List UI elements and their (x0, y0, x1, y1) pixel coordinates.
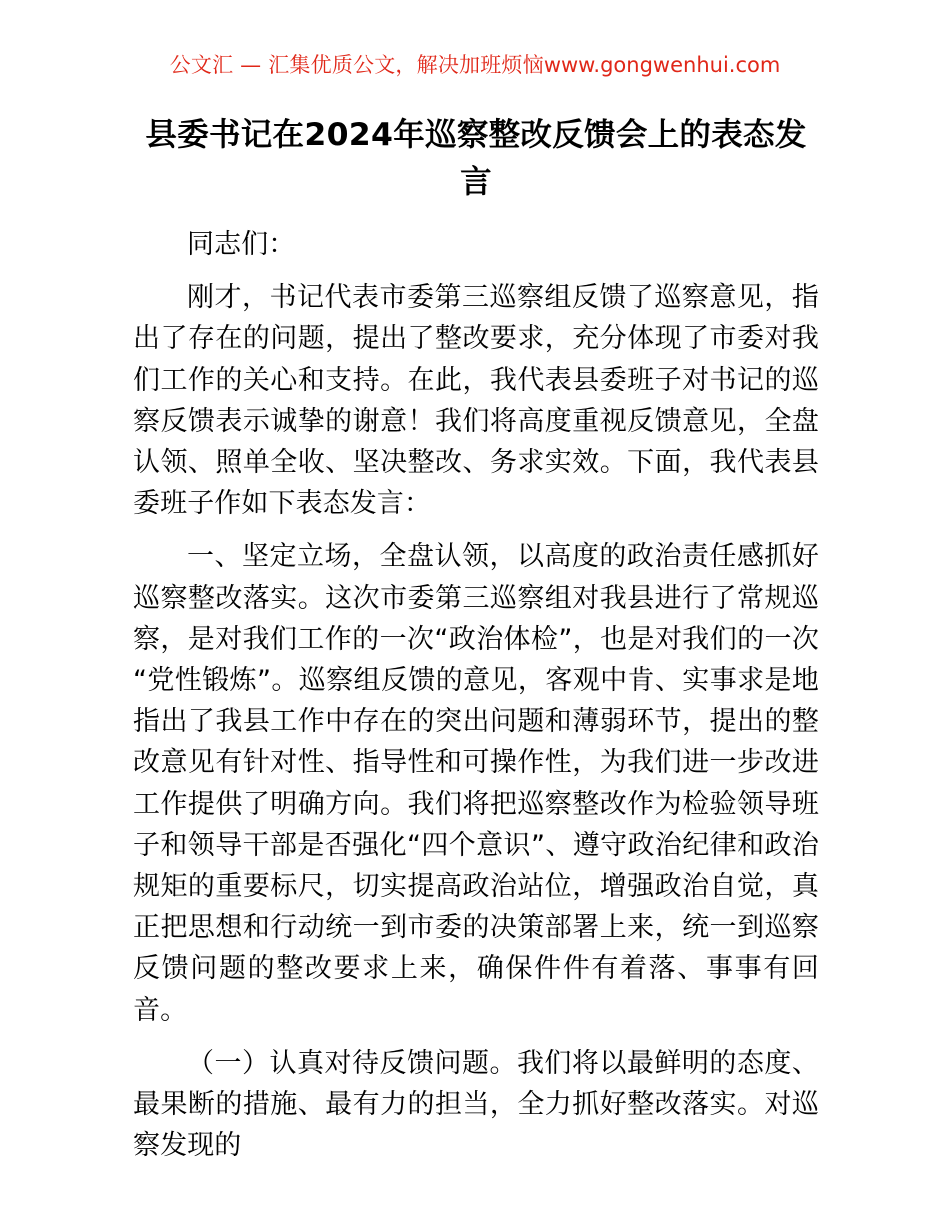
document-title: 县委书记在2024年巡察整改反馈会上的表态发言 (145, 117, 807, 200)
paragraph-opening: 刚才，书记代表市委第三巡察组反馈了巡察意见，指出了存在的问题，提出了整改要求，充分体现了市委对我们工作的关心和支持。在此，我代表县委班子对书记的巡察反馈表示诚挚的谢意！我们将高度重视反馈意见，全盘认领、照单全收、坚决整改、务求实效。下面，我代表县委班子作如下表态发言： (133, 282, 819, 520)
site-brand-text: 公文汇 — 汇集优质公文，解决加班烦恼 (169, 53, 544, 77)
site-watermark-header (0, 50, 950, 80)
paragraph-subsection-one: （一）认真对待反馈问题。我们将以最鲜明的态度、最果断的措施、最有力的担当，全力抓好整改落实。对巡察发现的 (133, 1047, 819, 1162)
paragraph-salutation: 同志们： (187, 229, 296, 260)
site-url: www.gongwenhui.com (543, 53, 781, 77)
document-content (133, 112, 819, 1166)
document-body (133, 214, 819, 1166)
paragraph-section-one: 一、坚定立场，全盘认领，以高度的政治责任感抓好巡察整改落实。这次市委第三巡察组对我县进行了常规巡察，是对我们工作的一次“政治体检”，也是对我们的一次“党性锻炼”。巡察组反馈的意见，客观中肯、实事求是地指出了我县工作中存在的突出问题和薄弱环节，提出的整改意见有针对性、指导性和可操作性，为我们进一步改进工作提供了明确方向。我们将把巡察整改作为检验领导班子和领导干部是否强化“四个意识”、遵守政治纪律和政治规矩的重要标尺，切实提高政治站位，增强政治自觉，真正把思想和行动统一到市委的决策部署上来，统一到巡察反馈问题的整改要求上来，确保件件有着落、事事有回音。 (133, 541, 819, 1026)
